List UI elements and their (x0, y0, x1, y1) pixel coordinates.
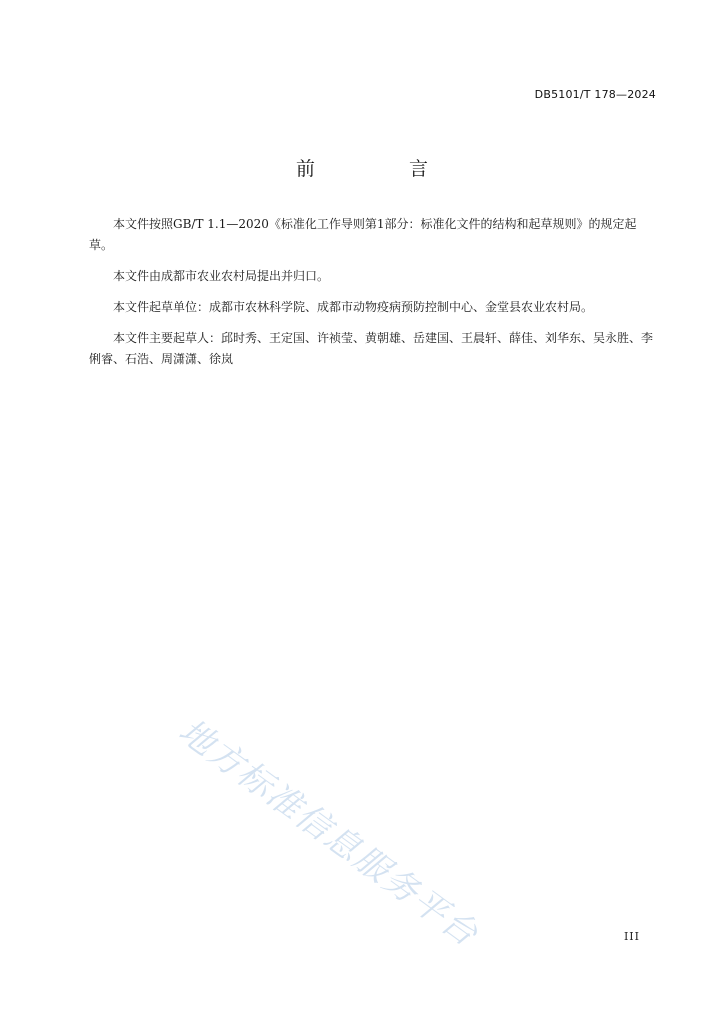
paragraph-drafting-rules: 本文件按照GB/T 1.1—2020《标准化工作导则第1部分：标准化文件的结构和起草规则》的规定起草。 (89, 217, 637, 252)
watermark-text: 地方标准信息服务平台 (171, 711, 486, 956)
page-number: III (623, 930, 640, 943)
paragraph-drafting-units: 本文件起草单位：成都市农林科学院、成都市动物疫病预防控制中心、金堂县农业农村局。 (113, 300, 594, 314)
section-title: 前 言 (295, 158, 473, 180)
document-code: DB5101/T 178—2024 (534, 88, 656, 101)
paragraph-drafters: 本文件主要起草人：邱时秀、王定国、许祯莹、黄朝雄、岳建国、王晨轩、薛佳、刘华东、吴永胜、李俐睿、石浩、周潇潇、徐岚 (89, 331, 654, 366)
paragraph-proposer: 本文件由成都市农业农村局提出并归口。 (113, 269, 330, 283)
foreword-body (89, 214, 657, 380)
